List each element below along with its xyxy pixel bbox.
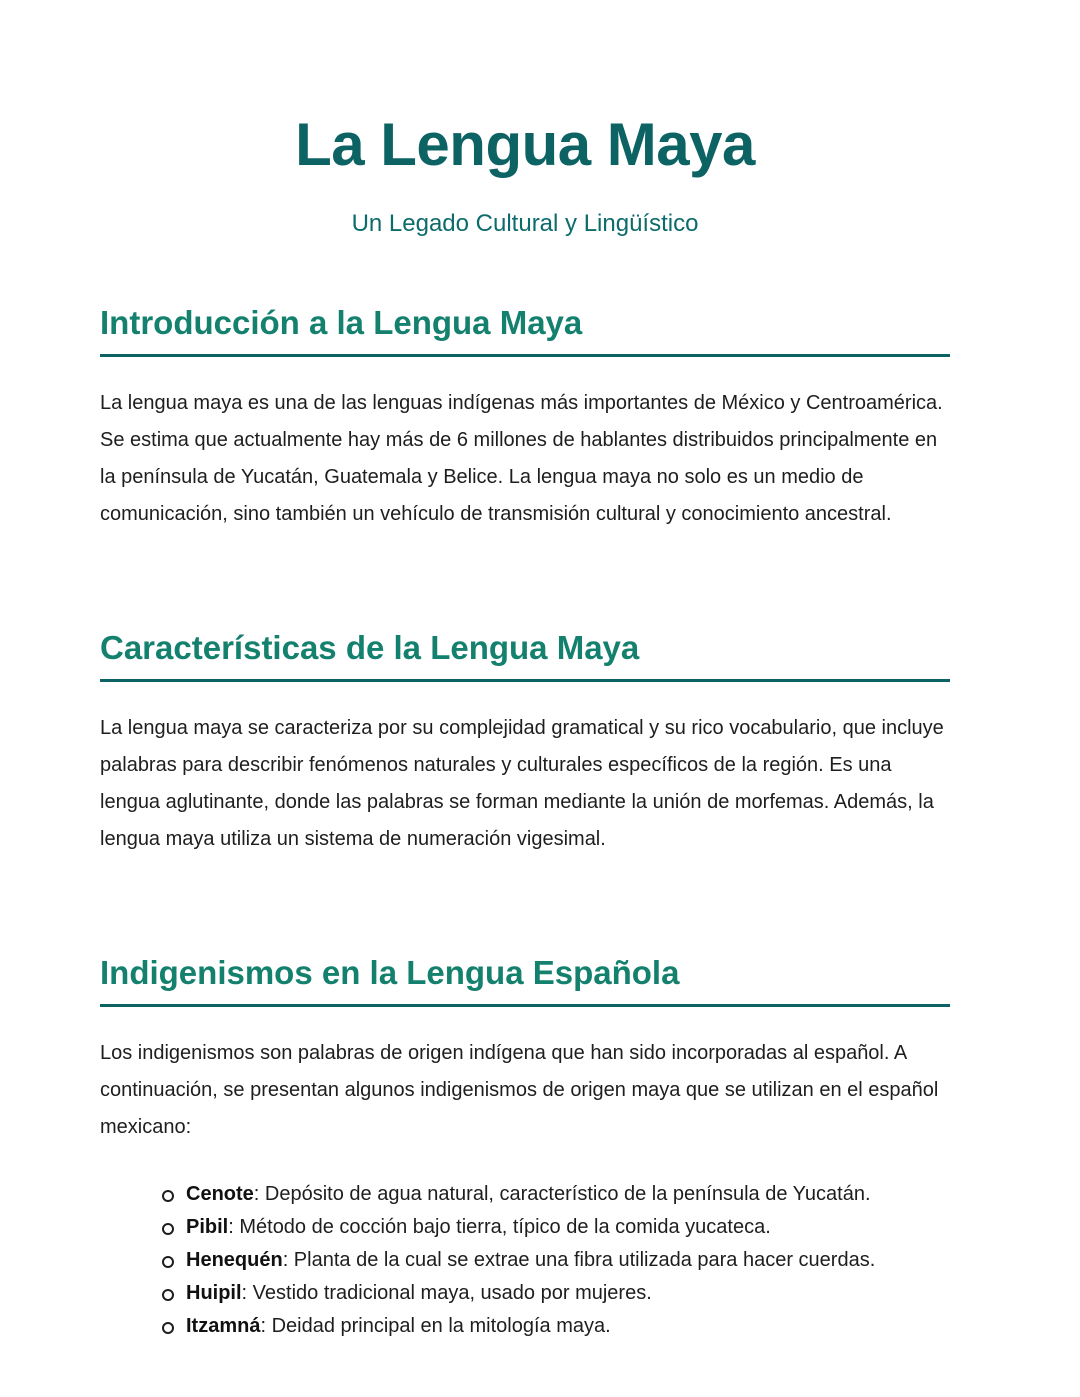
- document-title: La Lengua Maya: [295, 111, 755, 178]
- section-paragraph: Los indigenismos son palabras de origen indígena que han sido incorporadas al español. A continuación, se presentan algunos indigenismos de origen maya que se utilizan en el español mexicano:: [100, 1042, 939, 1138]
- list-item-term: Pibil: [186, 1216, 229, 1238]
- list-item: [186, 1310, 950, 1343]
- list-item-term: Itzamná: [186, 1315, 261, 1337]
- list-item-definition: : Vestido tradicional maya, usado por mujeres.: [241, 1282, 652, 1304]
- list-item-definition: : Planta de la cual se extrae una fibra utilizada para hacer cuerdas.: [282, 1249, 876, 1271]
- list-item: [186, 1178, 950, 1211]
- list-item-term: Cenote: [186, 1183, 254, 1205]
- document-subtitle: Un Legado Cultural y Lingüístico: [351, 210, 699, 237]
- circle-bullet-icon: [162, 1223, 174, 1235]
- list-item: [186, 1277, 950, 1310]
- list-item-term: Henequén: [186, 1249, 283, 1271]
- list-item-definition: : Depósito de agua natural, característico de la península de Yucatán.: [253, 1183, 871, 1205]
- section-paragraph: La lengua maya es una de las lenguas indígenas más importantes de México y Centroamérica. Se estima que actualmente hay más de 6 millones de hablantes distribuidos principalmente en la península de Yucatán, Guatemala y Belice. La lengua maya no solo es un medio de comunicación, sino también un vehículo de transmisión cultural y conocimiento ancestral.: [100, 392, 943, 525]
- section-heading: Indigenismos en la Lengua Española: [100, 952, 950, 1007]
- circle-bullet-icon: [162, 1289, 174, 1301]
- circle-bullet-icon: [162, 1256, 174, 1268]
- circle-bullet-icon: [162, 1322, 174, 1334]
- section-paragraph: La lengua maya se caracteriza por su complejidad gramatical y su rico vocabulario, que incluye palabras para describir fenómenos naturales y culturales específicos de la región. Es una lengua aglutinante, donde las palabras se forman mediante la unión de morfemas. Además, la lengua maya utiliza un sistema de numeración vigesimal.: [100, 717, 944, 850]
- list-item: [186, 1244, 950, 1277]
- list-item-term: Huipil: [186, 1282, 242, 1304]
- section-introduccion: [100, 302, 950, 533]
- section-indigenismos: [100, 952, 950, 1343]
- indigenismos-list: [100, 1178, 950, 1343]
- list-item-definition: : Método de cocción bajo tierra, típico de la comida yucateca.: [228, 1216, 771, 1238]
- circle-bullet-icon: [162, 1190, 174, 1202]
- list-item-definition: : Deidad principal en la mitología maya.: [260, 1315, 611, 1337]
- section-caracteristicas: [100, 627, 950, 858]
- list-item: [186, 1211, 950, 1244]
- section-heading: Características de la Lengua Maya: [100, 627, 950, 682]
- section-heading: Introducción a la Lengua Maya: [100, 302, 950, 357]
